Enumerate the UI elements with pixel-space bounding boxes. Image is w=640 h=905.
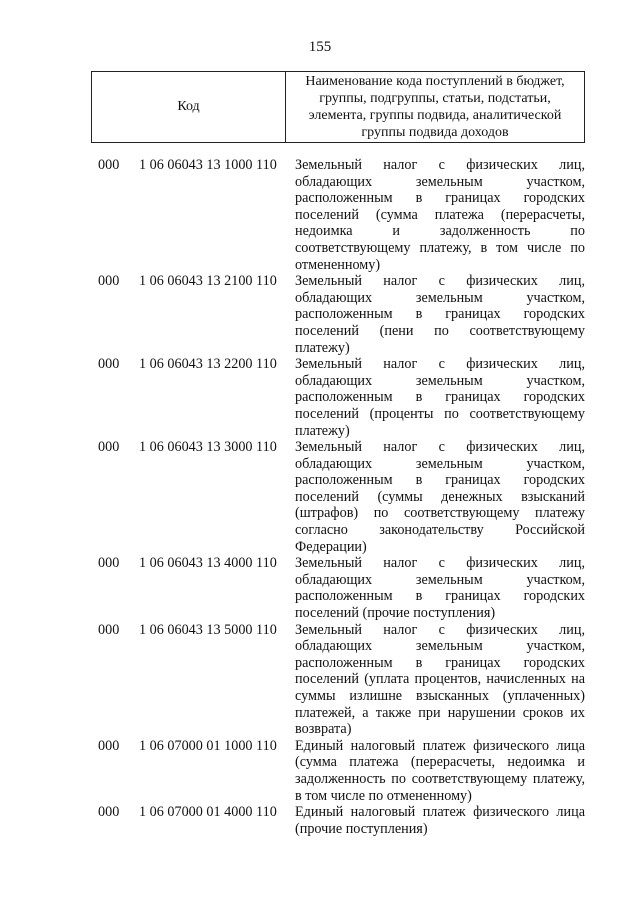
revenue-name: Единый налоговый платеж физического лица (прочие поступления) (295, 804, 585, 837)
table-row (0, 738, 640, 804)
page-number: 155 (308, 39, 332, 55)
revenue-code: 1 06 06043 13 2100 110 (139, 273, 277, 290)
revenue-code: 1 06 06043 13 4000 110 (139, 555, 277, 572)
table-row (0, 273, 640, 356)
revenue-name: Земельный налог с физических лиц, обладающих земельным участком, расположенным в границах городских поселений (уплата процентов, начисленных на суммы излишне взысканных (уплаченных) платежей, а также при нарушении сроков их возврата) (295, 621, 585, 738)
table-row (0, 555, 640, 621)
revenue-code: 1 06 07000 01 4000 110 (139, 804, 277, 821)
revenue-name: Земельный налог с физических лиц, обладающих земельным участком, расположенным в границах городских поселений (пени по соответствующему платежу) (295, 273, 585, 356)
admin-code: 000 (98, 555, 120, 572)
table-header (91, 71, 585, 143)
revenue-name: Единый налоговый платеж физического лица (сумма платежа (перерасчеты, недоимка и задолженность по соответствующему платежу, в том числе по отмененному) (295, 737, 585, 804)
admin-code: 000 (98, 737, 120, 754)
table-row (0, 157, 640, 273)
table-row (0, 439, 640, 555)
revenue-code: 1 06 06043 13 3000 110 (139, 439, 277, 456)
table-row (0, 622, 640, 738)
revenue-code: 1 06 07000 01 1000 110 (139, 737, 277, 754)
admin-code: 000 (98, 621, 120, 638)
revenue-name: Земельный налог с физических лиц, обладающих земельным участком, расположенным в границах городских поселений (суммы денежных взысканий (штрафов) по соответствующему платежу согласно законодательству Российской Федерации) (295, 439, 585, 555)
admin-code: 000 (98, 356, 120, 373)
revenue-name: Земельный налог с физических лиц, обладающих земельным участком, расположенным в границах городских поселений (проценты по соответствующему платежу) (295, 356, 585, 439)
revenue-code: 1 06 06043 13 5000 110 (139, 621, 277, 638)
admin-code: 000 (98, 439, 120, 456)
table-row (0, 804, 640, 837)
revenue-code: 1 06 06043 13 2200 110 (139, 356, 277, 373)
header-name-cell: Наименование кода поступлений в бюджет, группы, подгруппы, статьи, подстатьи, элемента, группы подвида, аналитической группы подвида доходов (305, 74, 565, 140)
admin-code: 000 (98, 804, 120, 821)
admin-code: 000 (98, 157, 120, 173)
table-body (0, 157, 640, 837)
revenue-name: Земельный налог с физических лиц, обладающих земельным участком, расположенным в границах городских поселений (прочие поступления) (295, 555, 585, 622)
revenue-code: 1 06 06043 13 1000 110 (139, 157, 277, 173)
header-code-cell: Код (92, 72, 286, 142)
revenue-name: Земельный налог с физических лиц, обладающих земельным участком, расположенным в границах городских поселений (сумма платежа (перерасчеты, недоимка и задолженность по соответствующему платежу, в том числе по отмененному) (295, 157, 585, 273)
table-row (0, 356, 640, 439)
admin-code: 000 (98, 273, 120, 290)
